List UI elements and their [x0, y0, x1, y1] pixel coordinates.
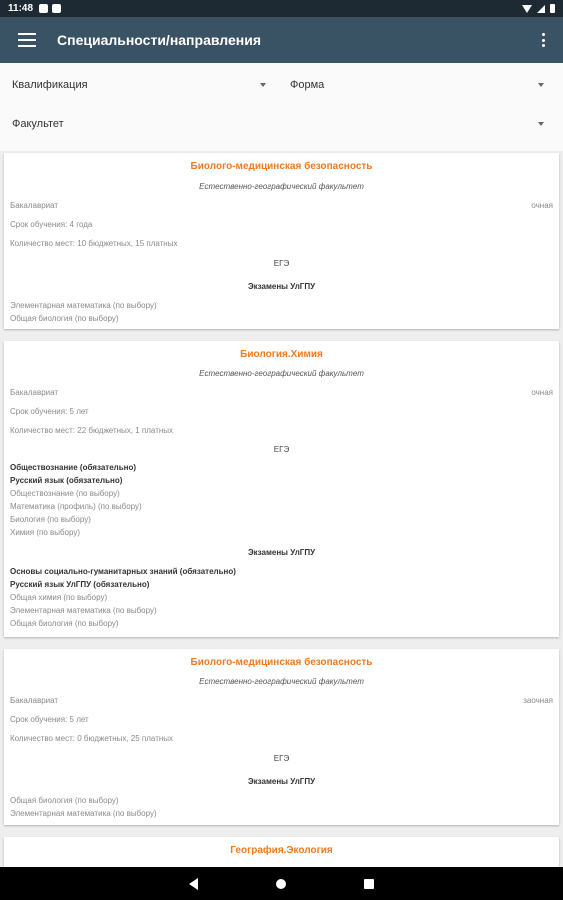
menu-icon[interactable]	[18, 33, 36, 47]
dropdown-arrow-icon	[538, 83, 544, 87]
page-title: Специальности/направления	[57, 32, 261, 48]
qualification-label: Квалификация	[12, 79, 88, 91]
status-time: 11:48	[8, 3, 34, 14]
specialty-card[interactable]	[4, 649, 559, 825]
card-level: Бакалавриат	[10, 696, 59, 705]
exam-item: Элементарная математика (по выбору)	[10, 809, 157, 818]
ege-optional-item: Математика (профиль) (по выбору)	[10, 502, 142, 511]
exam-required-item: Русский язык УлГПУ (обязательно)	[10, 580, 150, 589]
card-faculty: Естественно-географический факультет	[199, 677, 364, 686]
filters-panel	[0, 63, 563, 151]
specialty-card[interactable]	[4, 837, 559, 867]
exam-optional-item: Общая химия (по выбору)	[10, 593, 108, 602]
exam-item: Общая биология (по выбору)	[10, 314, 119, 323]
more-options-icon[interactable]	[535, 31, 551, 49]
specialty-card[interactable]	[4, 153, 559, 329]
specialty-card[interactable]	[4, 341, 559, 637]
form-label: Форма	[290, 79, 325, 91]
card-form: очная	[531, 388, 553, 397]
ege-optional-item: Обществознание (по выбору)	[10, 489, 120, 498]
ege-header: ЕГЭ	[273, 259, 290, 268]
back-icon[interactable]	[189, 878, 198, 890]
card-faculty: Естественно-географический факультет	[199, 182, 364, 191]
ege-header: ЕГЭ	[273, 445, 290, 454]
faculty-select[interactable]	[12, 114, 544, 134]
card-level: Бакалавриат	[10, 388, 59, 397]
exams-header: Экзамены УлГПУ	[247, 777, 316, 786]
form-select[interactable]	[290, 75, 544, 95]
battery-icon	[550, 4, 555, 13]
exams-header: Экзамены УлГПУ	[247, 282, 316, 291]
exam-item: Общая биология (по выбору)	[10, 796, 119, 805]
card-duration: Срок обучения: 4 года	[10, 220, 93, 229]
exam-item: Элементарная математика (по выбору)	[10, 301, 157, 310]
status-bar	[0, 0, 563, 17]
wifi-icon	[522, 5, 532, 13]
system-nav-bar	[0, 867, 563, 900]
card-faculty: Естественно-географический факультет	[199, 369, 364, 378]
card-form: заочная	[523, 696, 553, 705]
app-bar	[0, 17, 563, 63]
card-places: Количество мест: 22 бюджетных, 1 платных	[10, 426, 174, 435]
ege-optional-item: Химия (по выбору)	[10, 528, 81, 537]
signal-icon	[537, 5, 545, 13]
home-icon[interactable]	[276, 879, 286, 889]
card-places: Количество мест: 10 бюджетных, 15 платных	[10, 239, 178, 248]
dropdown-arrow-icon	[260, 83, 266, 87]
specialties-list	[0, 151, 563, 867]
card-places: Количество мест: 0 бюджетных, 25 платных	[10, 734, 174, 743]
card-title: Биолого-медицинская безопасность	[190, 657, 373, 668]
exam-optional-item: Общая биология (по выбору)	[10, 619, 119, 628]
card-form: очная	[531, 201, 553, 210]
card-title: Биология.Химия	[240, 349, 323, 360]
faculty-label: Факультет	[12, 118, 64, 130]
qualification-select[interactable]	[12, 75, 266, 95]
dropdown-arrow-icon	[538, 122, 544, 126]
ege-required-item: Обществознание (обязательно)	[10, 463, 137, 472]
card-duration: Срок обучения: 5 лет	[10, 715, 89, 724]
card-level: Бакалавриат	[10, 201, 59, 210]
notification-icon	[39, 4, 48, 13]
exams-header: Экзамены УлГПУ	[247, 548, 316, 557]
ege-header: ЕГЭ	[273, 754, 290, 763]
sd-card-icon	[52, 4, 61, 13]
recent-apps-icon[interactable]	[364, 879, 374, 889]
card-duration: Срок обучения: 5 лет	[10, 407, 89, 416]
ege-required-item: Русский язык (обязательно)	[10, 476, 123, 485]
card-title: География.Экология	[230, 845, 333, 856]
ege-optional-item: Биология (по выбору)	[10, 515, 91, 524]
exam-optional-item: Элементарная математика (по выбору)	[10, 606, 157, 615]
card-title: Биолого-медицинская безопасность	[190, 161, 373, 172]
exam-required-item: Основы социально-гуманитарных знаний (обязательно)	[10, 567, 236, 576]
